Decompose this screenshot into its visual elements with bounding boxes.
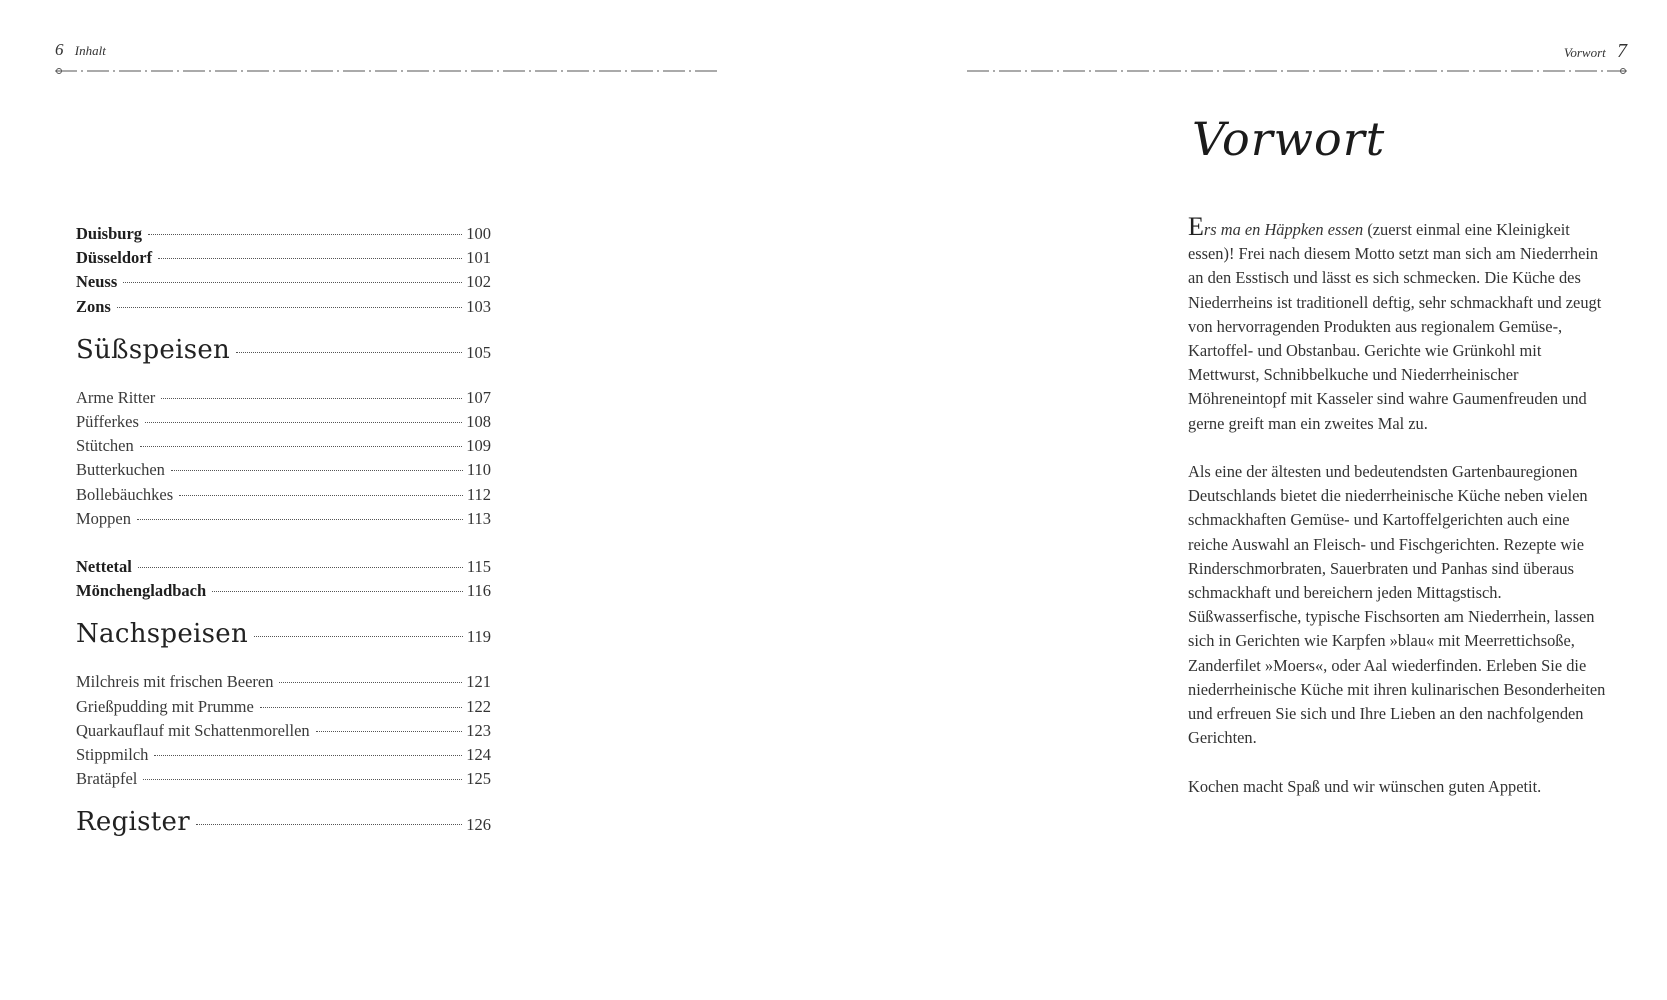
toc-page-number: 113 bbox=[466, 508, 491, 528]
toc-page-number: 124 bbox=[466, 745, 491, 765]
toc-page-number: 103 bbox=[466, 296, 491, 316]
left-page bbox=[0, 0, 833, 1000]
right-page-number: 7 bbox=[1617, 40, 1627, 62]
toc-page-number: 108 bbox=[466, 412, 491, 432]
toc-label: Grießpudding mit Prumme bbox=[76, 696, 254, 716]
toc-chapter bbox=[76, 807, 491, 840]
toc-label: Duisburg bbox=[76, 224, 143, 243]
toc-label: Düsseldorf bbox=[76, 248, 153, 268]
toc-leader-dots bbox=[148, 233, 462, 235]
toc-entry bbox=[76, 719, 491, 743]
toc-leader-dots bbox=[179, 494, 463, 496]
toc-leader-dots bbox=[145, 421, 462, 423]
right-running-header bbox=[1564, 40, 1627, 63]
toc-leader-dots bbox=[236, 351, 462, 353]
toc-leader-dots bbox=[196, 823, 462, 825]
toc-page-number: 115 bbox=[466, 557, 491, 577]
toc-label: Stütchen bbox=[76, 436, 134, 456]
toc-label: Mönchengladbach bbox=[76, 581, 207, 601]
left-running-head-title: Inhalt bbox=[74, 43, 106, 58]
toc-leader-dots bbox=[316, 730, 463, 732]
toc-label: Arme Ritter bbox=[76, 387, 156, 407]
paragraph-1-text: (zuerst einmal eine Kleinigkeit essen)! Frei nach diesem Motto setzt man sich am Niederrhein an den Esstisch und lässt es sich schmecken. Die Küche des Niederrheins ist traditionell deftig, sehr schmackhaft und zeugt von hervorragenden Produkten aus regionalem Gemüse-, Kartoffel- und Obstanbau. Gerichte wie Grünkohl mit Mettwurst, Schnibbelkuche und Niederrheinischer Möhreneintopf mit Kasseler sind wahre Gaumenfreuden und gerne greift man ein zweites Mal zu. bbox=[1188, 220, 1602, 433]
vorwort-body bbox=[1188, 212, 1613, 823]
toc-page-number: 122 bbox=[466, 696, 491, 716]
toc-entry bbox=[76, 270, 491, 294]
toc-leader-dots bbox=[158, 257, 462, 259]
toc-label: Moppen bbox=[76, 508, 131, 528]
toc-entry bbox=[76, 507, 491, 531]
left-running-header bbox=[55, 40, 106, 60]
toc-page-number: 121 bbox=[466, 672, 491, 692]
toc-label: Bollebäuchkes bbox=[76, 484, 174, 504]
toc-entry bbox=[76, 743, 491, 767]
toc-leader-dots bbox=[140, 445, 463, 447]
table-of-contents bbox=[76, 222, 491, 858]
toc-entry bbox=[76, 695, 491, 719]
toc-leader-dots bbox=[171, 469, 463, 471]
toc-page-number: 125 bbox=[466, 769, 491, 789]
toc-leader-dots bbox=[117, 306, 462, 308]
toc-page-number: 101 bbox=[466, 248, 491, 268]
toc-label: Zons bbox=[76, 296, 111, 316]
toc-label: Milchreis mit frischen Beeren bbox=[76, 672, 274, 692]
paragraph-3: Kochen macht Spaß und wir wünschen guten Appetit. bbox=[1188, 776, 1542, 796]
toc-leader-dots bbox=[138, 566, 463, 568]
motto-phrase: rs ma en Häppken essen bbox=[1203, 220, 1364, 239]
toc-page-number: 107 bbox=[466, 387, 491, 407]
toc-leader-dots bbox=[254, 635, 463, 637]
toc-label: Register bbox=[76, 807, 190, 838]
toc-page-number: 100 bbox=[466, 224, 491, 243]
toc-page-number: 109 bbox=[466, 436, 491, 456]
toc-label: Neuss bbox=[76, 272, 118, 292]
toc-entry bbox=[76, 386, 491, 410]
toc-entry bbox=[76, 434, 491, 458]
toc-label: Süßspeisen bbox=[76, 334, 231, 365]
paragraph-1 bbox=[1188, 212, 1613, 436]
toc-leader-dots bbox=[143, 778, 462, 780]
right-header-rule bbox=[967, 68, 1627, 72]
toc-leader-dots bbox=[123, 281, 462, 283]
left-page-number: 6 bbox=[55, 40, 64, 59]
toc-page-number: 123 bbox=[466, 720, 491, 740]
toc-label: Quarkauflauf mit Schattenmorellen bbox=[76, 720, 310, 740]
toc-page-number: 105 bbox=[466, 342, 491, 362]
toc-page-number: 112 bbox=[466, 484, 491, 504]
left-header-rule bbox=[55, 68, 720, 72]
toc-page-number: 126 bbox=[466, 815, 491, 835]
toc-page-number: 102 bbox=[466, 272, 491, 292]
toc-entry bbox=[76, 458, 491, 482]
toc-entry bbox=[76, 222, 491, 246]
toc-leader-dots bbox=[161, 397, 462, 399]
toc-leader-dots bbox=[279, 681, 462, 683]
toc-page-number: 110 bbox=[466, 460, 491, 480]
toc-chapter bbox=[76, 335, 491, 368]
toc-label: Butterkuchen bbox=[76, 460, 165, 480]
paragraph-2: Als eine der ältesten und bedeutendsten Gartenbauregionen Deutschlands bietet die niederrheinische Küche neben vielen schmackhaften Gemüse- und Kartoffelgerichten auch eine reiche Auswahl an Fleisch- und Fischgerichten. Rezepte wie Rinderschmorbraten, Sauerbraten und Panhas sind überaus schmackhaft und bereichern jeden Mittagstisch. Süßwasserfische, typische Fischsorten am Niederrhein, lassen sich in Gerichten wie Karpfen »blau« mit Meerrettichsoße, Zanderfilet »Moers«, oder Aal wiederfinden. Erleben Sie die niederrheinische Küche mit ihren kulinarischen Besonderheiten und erfreuen Sie sich und Ihre Lieben an den nachfolgenden Gerichten. bbox=[1188, 462, 1606, 748]
toc-label: Bratäpfel bbox=[76, 769, 138, 789]
toc-leader-dots bbox=[137, 518, 463, 520]
toc-entry bbox=[76, 295, 491, 319]
toc-label: Nettetal bbox=[76, 557, 132, 577]
drop-cap: E bbox=[1188, 212, 1204, 241]
toc-label: Püfferkes bbox=[76, 412, 139, 432]
toc-leader-dots bbox=[154, 754, 462, 756]
toc-page-number: 116 bbox=[466, 581, 491, 601]
page-title: Vorwort bbox=[1192, 112, 1386, 166]
toc-entry bbox=[76, 246, 491, 270]
toc-entry bbox=[76, 767, 491, 791]
toc-page-number: 119 bbox=[466, 627, 491, 647]
toc-entry bbox=[76, 483, 491, 507]
toc-entry bbox=[76, 555, 491, 579]
right-running-head-title: Vorwort bbox=[1563, 45, 1606, 60]
toc-chapter bbox=[76, 619, 491, 652]
toc-label: Nachspeisen bbox=[76, 619, 249, 650]
toc-leader-dots bbox=[212, 590, 463, 592]
toc-entry bbox=[76, 579, 491, 603]
toc-entry bbox=[76, 410, 491, 434]
toc-label: Stippmilch bbox=[76, 745, 149, 765]
toc-entry bbox=[76, 670, 491, 694]
toc-leader-dots bbox=[260, 706, 462, 708]
